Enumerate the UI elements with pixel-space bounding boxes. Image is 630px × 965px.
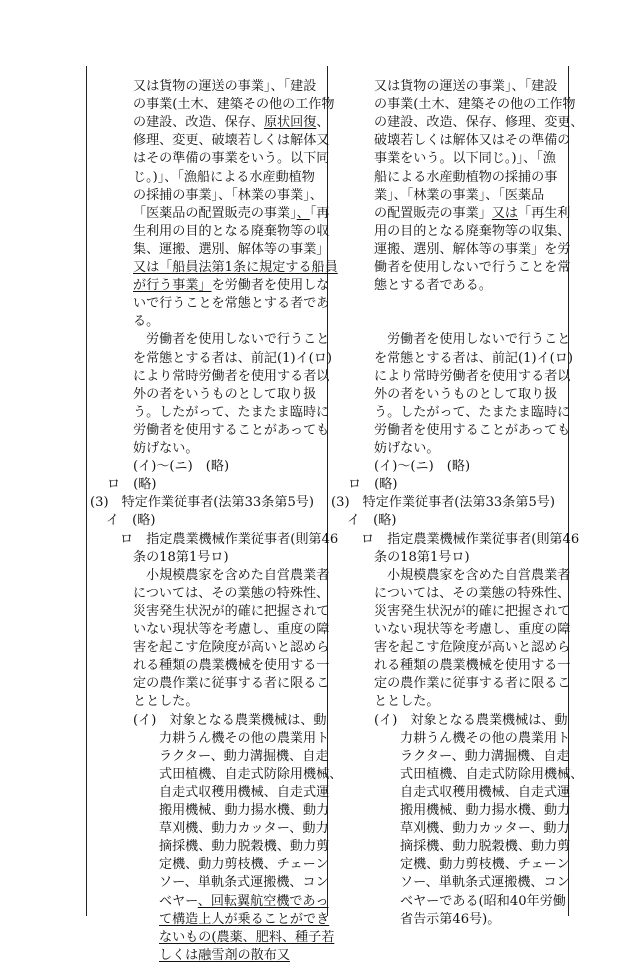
text-line bbox=[374, 169, 557, 187]
text-segment: (イ) 対象となる農業機械は、動 bbox=[133, 712, 327, 728]
text-line bbox=[159, 802, 329, 820]
text-segment: 条の18第1号ロ) bbox=[374, 549, 470, 565]
text-segment: 、 bbox=[316, 115, 330, 131]
underlined-segment: て構造上人が乗ることができ bbox=[159, 911, 330, 927]
text-segment: 事業をいう。以下同じ。)」、「漁 bbox=[374, 151, 556, 167]
text-segment: はその準備の事業をいう。以下同 bbox=[133, 151, 330, 167]
text-segment: 力耕うん機その他の農業用ト bbox=[400, 730, 571, 746]
text-segment: の建設、改造、保存、修理、変更、 bbox=[374, 115, 584, 131]
text-line bbox=[159, 748, 328, 766]
text-segment: を労働者を使用しな bbox=[211, 278, 330, 294]
text-segment: 又は貨物の運送の事業」、「建設 bbox=[133, 79, 317, 94]
text-segment: 式田植機、自走式防除用機械、 bbox=[400, 766, 584, 782]
text-segment: 草刈機、動力カッター、動力 bbox=[400, 821, 570, 837]
text-line bbox=[133, 132, 329, 150]
text-line bbox=[361, 531, 579, 549]
text-line bbox=[374, 440, 439, 458]
text-line bbox=[133, 241, 329, 259]
text-segment: 力耕うん機その他の農業用ト bbox=[159, 730, 330, 746]
text-line bbox=[387, 331, 570, 349]
text-line bbox=[374, 693, 439, 711]
text-line bbox=[400, 856, 570, 874]
text-segment: については、その業態の特殊性、 bbox=[374, 585, 571, 601]
text-segment: の事業(土木、建築その他の工作物 bbox=[133, 97, 335, 113]
text-segment: 又は貨物の運送の事業」、「建設 bbox=[374, 79, 558, 94]
text-segment: る。 bbox=[133, 314, 160, 330]
text-segment: じ。)」、「漁船による水産動植物 bbox=[133, 169, 315, 185]
text-segment: 「再 bbox=[309, 205, 330, 221]
text-line bbox=[374, 96, 576, 114]
text-line bbox=[133, 96, 335, 114]
text-segment: 生利用の目的となる廃棄物等の収 bbox=[133, 223, 330, 239]
text-line bbox=[374, 368, 570, 386]
text-line bbox=[133, 657, 329, 675]
text-line bbox=[90, 494, 314, 512]
text-segment: (3) 特定作業従事者(法第33条第5号) bbox=[331, 495, 555, 511]
text-line bbox=[133, 205, 329, 223]
text-segment: ソー、単軌条式運搬機、コン bbox=[159, 875, 329, 891]
text-segment: 定の農作業に従事する者に限るこ bbox=[133, 676, 330, 692]
text-segment: イ (略) bbox=[347, 513, 397, 529]
text-line bbox=[133, 603, 329, 621]
text-segment: 害を起こす危険度が高いと認めら bbox=[374, 640, 571, 656]
text-line bbox=[120, 531, 338, 549]
text-line bbox=[374, 712, 568, 730]
text-segment: 妨げない。 bbox=[374, 441, 440, 456]
text-line bbox=[159, 856, 329, 874]
text-segment: 労働者を使用しないで行うこと bbox=[146, 332, 330, 348]
text-line bbox=[374, 277, 492, 295]
text-line bbox=[159, 874, 329, 892]
text-line bbox=[133, 277, 329, 295]
text-line bbox=[133, 712, 327, 730]
text-line bbox=[374, 422, 570, 440]
text-segment: 用の目的となる廃棄物等の収集、 bbox=[374, 223, 571, 239]
left-border bbox=[86, 66, 87, 916]
text-segment: については、その業態の特殊性、 bbox=[133, 585, 330, 601]
text-segment: ロ (略) bbox=[107, 477, 157, 493]
text-segment: 妨げない。 bbox=[133, 441, 199, 456]
text-segment: (イ)～(ニ) (略) bbox=[374, 459, 471, 475]
text-segment: 搬用機械、動力揚水機、動力 bbox=[159, 803, 330, 818]
text-segment: (イ) 対象となる農業機械は、動 bbox=[374, 712, 568, 728]
text-line bbox=[159, 911, 329, 929]
text-segment: (3) 特定作業従事者(法第33条第5号) bbox=[90, 495, 314, 511]
text-segment: 修理、変更、破壊若しくは解体又 bbox=[133, 133, 330, 149]
text-line bbox=[400, 802, 570, 820]
text-line bbox=[374, 386, 557, 404]
text-line bbox=[387, 567, 570, 585]
text-line bbox=[133, 313, 159, 331]
text-segment: ロ 指定農業機械作業従事者(則第46 bbox=[120, 531, 339, 547]
text-line bbox=[133, 693, 198, 711]
text-line bbox=[400, 730, 570, 748]
text-line bbox=[133, 350, 332, 368]
text-line bbox=[133, 295, 329, 313]
text-segment: 運搬、選別、解体等の事業」を労 bbox=[374, 241, 571, 257]
text-line bbox=[374, 241, 570, 259]
text-line bbox=[133, 169, 315, 187]
text-line bbox=[107, 476, 157, 494]
text-line bbox=[159, 838, 329, 856]
underlined-segment: 原状回復 bbox=[263, 115, 317, 131]
text-segment: 搬用機械、動力揚水機、動力 bbox=[400, 803, 571, 818]
text-line bbox=[374, 404, 570, 422]
text-segment: 集、運搬、選別、解体等の事業」 bbox=[133, 241, 330, 257]
text-line bbox=[374, 675, 570, 693]
text-line bbox=[374, 223, 570, 241]
text-line bbox=[400, 911, 500, 929]
text-line bbox=[374, 549, 470, 567]
text-segment: ととした。 bbox=[133, 694, 199, 710]
text-line bbox=[374, 259, 570, 277]
text-segment: の配置販売の事業」 bbox=[374, 205, 492, 221]
text-segment: により常時労働者を使用する者以 bbox=[374, 368, 571, 384]
text-segment: いで行うことを常態とする者であ bbox=[133, 296, 330, 312]
text-line bbox=[159, 947, 290, 965]
text-segment: ラクター、動力溝掘機、自走 bbox=[400, 748, 570, 764]
text-segment: を常態とする者は、前記(1)イ(ロ) bbox=[374, 350, 573, 366]
text-segment: れる種類の農業機械を使用する一 bbox=[133, 658, 330, 674]
text-segment: 外の者をいうものとして取り扱 bbox=[133, 386, 317, 402]
text-line bbox=[400, 766, 583, 784]
text-segment: ロ (略) bbox=[348, 477, 398, 493]
text-segment: の採捕の事業」、「林業の事業」、 bbox=[133, 187, 323, 203]
text-segment: う。したがって、たまたま臨時に bbox=[133, 404, 330, 420]
text-line bbox=[374, 639, 570, 657]
text-segment: 業」、「林業の事業」、「医薬品 bbox=[374, 187, 545, 203]
text-line bbox=[400, 820, 570, 838]
text-segment: 労働者を使用することがあっても bbox=[133, 422, 330, 438]
text-line bbox=[159, 929, 334, 947]
text-segment: 労働者を使用することがあっても bbox=[374, 422, 571, 438]
text-line bbox=[374, 657, 570, 675]
text-line bbox=[133, 422, 329, 440]
text-segment: 「再生利 bbox=[518, 205, 571, 221]
underlined-segment: 又は bbox=[491, 205, 519, 221]
text-segment: により常時労働者を使用する者以 bbox=[133, 368, 330, 384]
text-segment: 態とする者である。 bbox=[374, 278, 492, 294]
text-segment: 小規模農家を含めた自営農業者 bbox=[146, 567, 330, 583]
text-segment: ととした。 bbox=[374, 694, 440, 710]
underlined-segment: しくは融雪剤の散布又 bbox=[159, 947, 290, 963]
underlined-segment: 又は「船員法第1条に規定する船員 bbox=[133, 260, 338, 275]
text-segment: ソー、単軌条式運搬機、コン bbox=[400, 875, 570, 891]
text-segment: 定機、動力剪枝機、チェーン bbox=[400, 857, 570, 873]
text-segment: れる種類の農業機械を使用する一 bbox=[374, 658, 571, 674]
text-segment: 摘採機、動力脱穀機、動力剪 bbox=[159, 839, 330, 855]
text-line bbox=[133, 585, 329, 603]
text-line bbox=[133, 639, 329, 657]
text-segment: 定の農作業に従事する者に限るこ bbox=[374, 676, 571, 692]
text-line bbox=[374, 150, 556, 168]
text-line bbox=[133, 187, 323, 205]
text-line bbox=[374, 187, 544, 205]
text-line bbox=[159, 784, 329, 802]
text-segment: 災害発生状況が的確に把握されて bbox=[374, 603, 571, 619]
text-segment: イ (略) bbox=[106, 513, 156, 529]
text-line bbox=[159, 766, 342, 784]
text-line bbox=[133, 675, 329, 693]
text-line bbox=[374, 603, 570, 621]
text-line bbox=[374, 205, 570, 223]
text-line bbox=[133, 114, 329, 132]
text-segment: 災害発生状況が的確に把握されて bbox=[133, 603, 330, 619]
text-segment: ベヤーである(昭和40年労働 bbox=[400, 893, 566, 909]
text-segment: 働者を使用しないで行うことを常 bbox=[374, 260, 571, 275]
text-segment: (イ)～(ニ) (略) bbox=[133, 459, 230, 475]
text-segment: 破壊若しくは解体又はその準備の bbox=[374, 133, 571, 149]
text-segment: 労働者を使用しないで行うこと bbox=[387, 332, 571, 348]
text-line bbox=[133, 259, 338, 277]
text-line bbox=[348, 476, 398, 494]
text-segment: 外の者をいうものとして取り扱 bbox=[374, 386, 558, 402]
text-segment: ロ 指定農業機械作業従事者(則第46 bbox=[361, 531, 580, 547]
text-line bbox=[159, 730, 329, 748]
text-line bbox=[133, 150, 329, 168]
underlined-segment: 、回転翼航空機であっ bbox=[197, 893, 329, 909]
text-line bbox=[400, 893, 566, 911]
text-line bbox=[374, 78, 557, 96]
text-line bbox=[133, 440, 198, 458]
text-segment: 条の18第1号ロ) bbox=[133, 549, 229, 565]
text-line bbox=[400, 874, 570, 892]
text-line bbox=[146, 567, 329, 585]
text-segment: の建設、改造、保存、 bbox=[133, 115, 264, 131]
text-line bbox=[400, 748, 569, 766]
text-line bbox=[374, 621, 570, 639]
text-line bbox=[133, 223, 329, 241]
text-segment: 摘採機、動力脱穀機、動力剪 bbox=[400, 839, 571, 855]
text-line bbox=[146, 331, 329, 349]
text-segment: 草刈機、動力カッター、動力 bbox=[159, 821, 329, 837]
text-line bbox=[347, 512, 397, 530]
text-segment: 自走式収穫用機械、自走式運 bbox=[400, 784, 571, 800]
text-line bbox=[374, 132, 570, 150]
text-segment: を常態とする者は、前記(1)イ(ロ) bbox=[133, 350, 332, 366]
text-segment: いない現状等を考慮し、重度の障 bbox=[374, 622, 571, 637]
text-segment: う。したがって、たまたま臨時に bbox=[374, 404, 571, 420]
text-line bbox=[374, 350, 573, 368]
text-segment: 小規模農家を含めた自営農業者 bbox=[387, 567, 571, 583]
text-line bbox=[133, 621, 329, 639]
text-line bbox=[400, 838, 570, 856]
text-line bbox=[106, 512, 156, 530]
text-line bbox=[133, 78, 316, 96]
text-line bbox=[133, 368, 329, 386]
text-segment: いない現状等を考慮し、重度の障 bbox=[133, 622, 330, 637]
text-segment: ラクター、動力溝掘機、自走 bbox=[159, 748, 329, 764]
text-segment: 省告示第46号)。 bbox=[400, 911, 501, 927]
text-segment: 定機、動力剪枝機、チェーン bbox=[159, 857, 329, 873]
text-segment: 「医薬品の配置販売の事業」 bbox=[133, 205, 297, 221]
underlined-segment: 、 bbox=[296, 205, 310, 221]
text-line bbox=[374, 458, 470, 476]
text-line bbox=[159, 893, 329, 911]
text-line bbox=[133, 386, 316, 404]
text-segment: ベヤー bbox=[159, 893, 198, 909]
text-line bbox=[133, 458, 229, 476]
text-line bbox=[400, 784, 570, 802]
text-segment: 船による水産動植物の採捕の事 bbox=[374, 169, 558, 185]
underlined-segment: が行う事業」 bbox=[133, 278, 212, 294]
text-segment: 害を起こす危険度が高いと認めら bbox=[133, 640, 330, 656]
text-line bbox=[133, 549, 229, 567]
text-segment: 式田植機、自走式防除用機械、 bbox=[159, 766, 343, 782]
text-line bbox=[133, 404, 329, 422]
text-segment: の事業(土木、建築その他の工作物 bbox=[374, 97, 576, 113]
text-line bbox=[374, 114, 584, 132]
text-line bbox=[374, 585, 570, 603]
text-line bbox=[331, 494, 555, 512]
text-line bbox=[159, 820, 329, 838]
underlined-segment: ないもの(農薬、肥料、種子若 bbox=[159, 929, 335, 945]
text-segment: 自走式収穫用機械、自走式運 bbox=[159, 784, 330, 800]
